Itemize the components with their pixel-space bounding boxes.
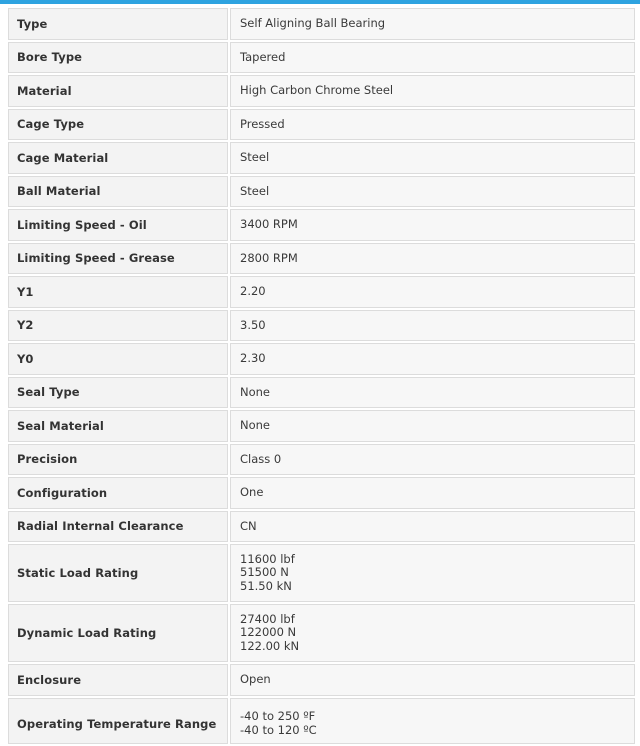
spec-value-line: -40 to 250 ºF <box>240 709 316 723</box>
spec-label: Seal Material <box>8 410 228 442</box>
spec-value-line: None <box>240 418 271 432</box>
spec-value-line: 122.00 kN <box>240 638 300 653</box>
spec-value <box>230 176 635 208</box>
spec-label: Limiting Speed - Grease <box>8 243 228 275</box>
spec-row <box>8 42 635 74</box>
spec-value <box>230 42 635 74</box>
spec-value-line: Pressed <box>240 116 285 131</box>
spec-row <box>8 75 635 107</box>
spec-row <box>8 176 635 208</box>
spec-value-line: 11600 lbf <box>240 551 295 566</box>
spec-value <box>230 243 635 275</box>
spec-label: Configuration <box>8 477 228 509</box>
spec-value-line: One <box>240 485 264 499</box>
spec-value-line: None <box>240 384 271 399</box>
spec-label: Y1 <box>8 276 228 308</box>
spec-value <box>230 142 635 174</box>
spec-value <box>230 276 635 308</box>
spec-label: Material <box>8 75 228 107</box>
spec-value <box>230 8 635 40</box>
spec-value-line: Self Aligning Ball Bearing <box>240 16 386 30</box>
spec-value <box>230 664 635 696</box>
spec-row <box>8 8 635 40</box>
spec-label: Operating Temperature Range <box>8 698 228 744</box>
spec-value-line: 2.30 <box>240 351 266 365</box>
spec-value <box>230 698 635 744</box>
spec-row <box>8 377 635 409</box>
spec-value-line: Class 0 <box>240 451 282 466</box>
specifications-table-body <box>8 8 635 744</box>
spec-row <box>8 477 635 509</box>
spec-label: Seal Type <box>8 377 228 409</box>
spec-label: Dynamic Load Rating <box>8 604 228 662</box>
spec-value-line: CN <box>240 518 257 533</box>
top-accent-bar <box>0 0 640 4</box>
spec-label: Enclosure <box>8 664 228 696</box>
spec-value <box>230 75 635 107</box>
spec-value-line: Tapered <box>240 49 286 64</box>
spec-row <box>8 664 635 696</box>
spec-value-line: 3400 RPM <box>240 217 298 231</box>
spec-row <box>8 698 635 744</box>
spec-row <box>8 243 635 275</box>
spec-value <box>230 109 635 141</box>
spec-value <box>230 410 635 442</box>
spec-value-line: 2.20 <box>240 284 266 298</box>
spec-label: Precision <box>8 444 228 476</box>
spec-label: Type <box>8 8 228 40</box>
spec-label: Y0 <box>8 343 228 375</box>
spec-label: Ball Material <box>8 176 228 208</box>
spec-row <box>8 544 635 602</box>
spec-value <box>230 343 635 375</box>
spec-label: Y2 <box>8 310 228 342</box>
spec-row <box>8 109 635 141</box>
spec-value-line: 27400 lbf <box>240 611 295 626</box>
spec-row <box>8 444 635 476</box>
spec-label: Cage Material <box>8 142 228 174</box>
spec-value <box>230 544 635 602</box>
spec-label: Radial Internal Clearance <box>8 511 228 543</box>
spec-label: Static Load Rating <box>8 544 228 602</box>
spec-row <box>8 511 635 543</box>
spec-value <box>230 310 635 342</box>
specifications-table <box>6 6 637 746</box>
spec-value <box>230 604 635 662</box>
spec-label: Cage Type <box>8 109 228 141</box>
spec-row <box>8 142 635 174</box>
spec-row <box>8 410 635 442</box>
spec-value <box>230 477 635 509</box>
spec-value-line: High Carbon Chrome Steel <box>240 83 394 97</box>
spec-value-line: Steel <box>240 150 270 164</box>
spec-value-line: -40 to 120 ºC <box>240 722 317 737</box>
spec-value-line: 3.50 <box>240 317 266 332</box>
spec-label: Limiting Speed - Oil <box>8 209 228 241</box>
spec-row <box>8 310 635 342</box>
spec-row <box>8 604 635 662</box>
spec-value <box>230 444 635 476</box>
spec-value-line: Open <box>240 672 271 686</box>
spec-value-line: 51500 N <box>240 565 289 580</box>
spec-value-line: Steel <box>240 183 270 198</box>
spec-value <box>230 209 635 241</box>
spec-row <box>8 276 635 308</box>
spec-value-line: 122000 N <box>240 625 297 640</box>
spec-row <box>8 343 635 375</box>
spec-label: Bore Type <box>8 42 228 74</box>
spec-value <box>230 511 635 543</box>
spec-value-line: 51.50 kN <box>240 578 292 593</box>
spec-value <box>230 377 635 409</box>
spec-row <box>8 209 635 241</box>
spec-value-line: 2800 RPM <box>240 250 298 265</box>
